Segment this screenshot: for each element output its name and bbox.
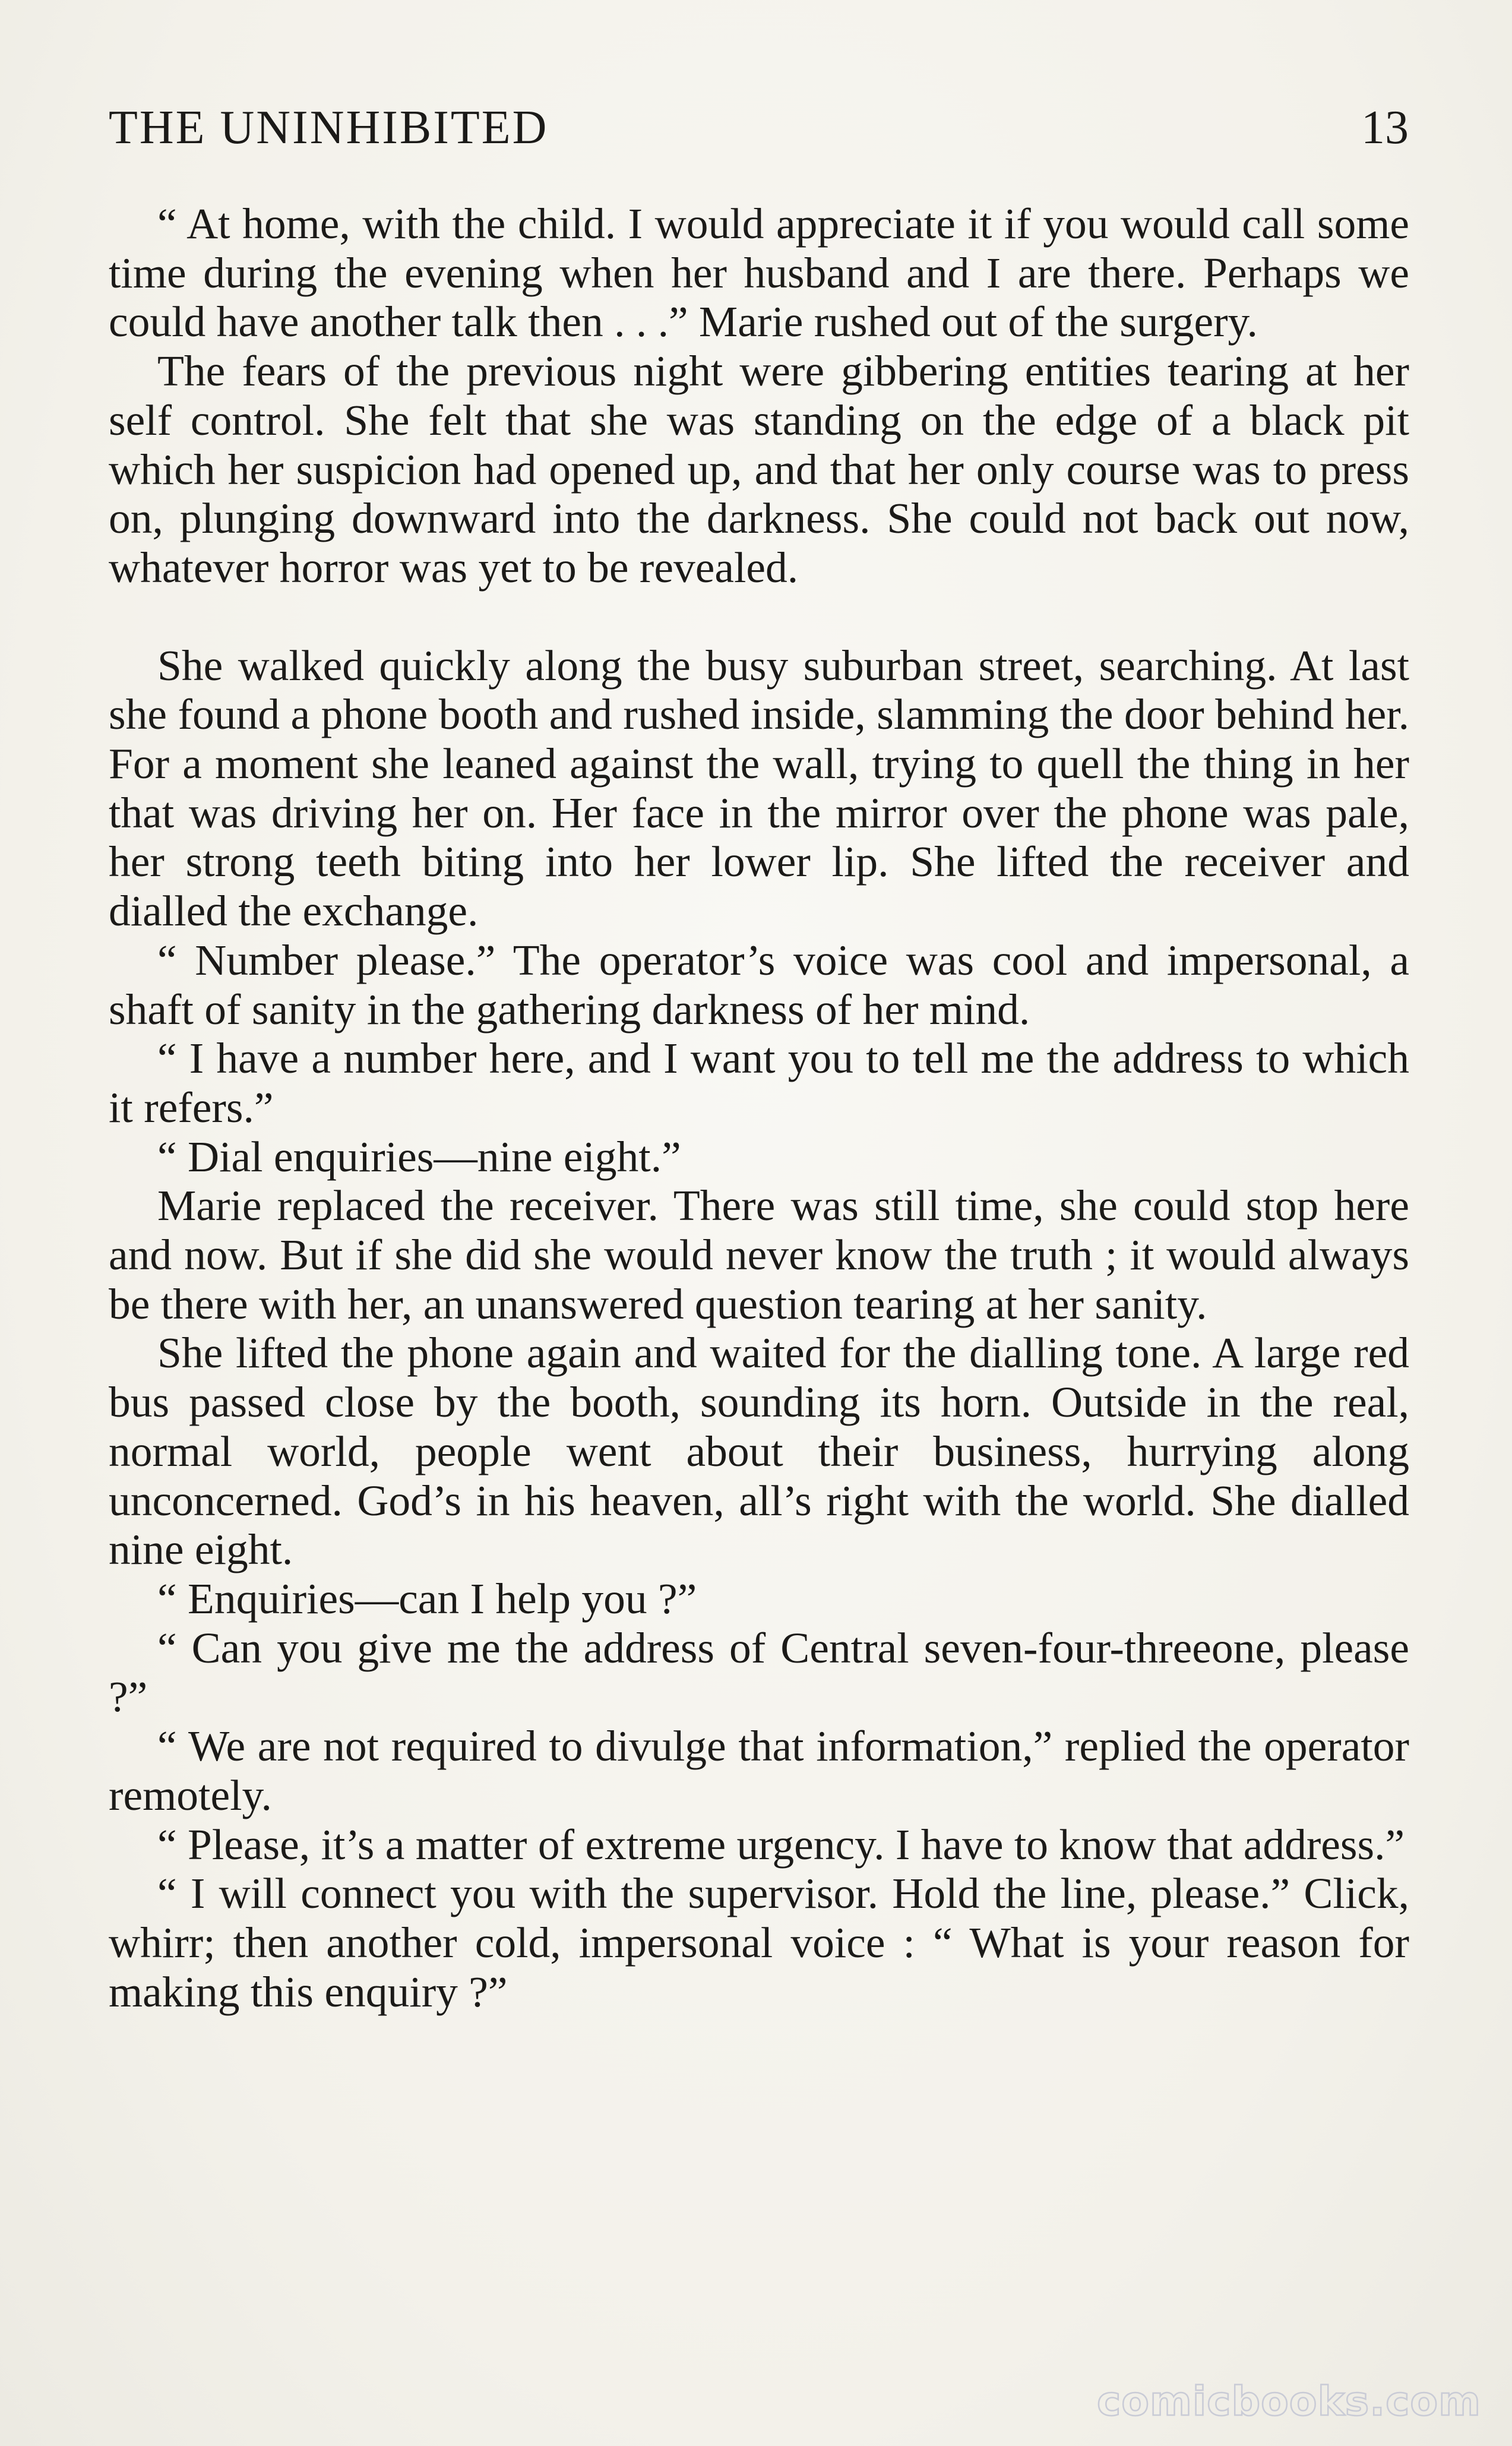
paragraph: The fears of the previous night were gibbering entities tearing at her self control. She felt that she was standing on the edge of a black pit which her suspicion had opened up, and that her only course was to press on, plunging downward into the darkness. She could not back out now, whatever horror was yet to be revealed. (109, 347, 1409, 592)
paragraph: She lifted the phone again and waited for the dialling tone. A large red bus passed close by the booth, sounding its horn. Outside in the real, normal world, people went about their business, hurrying along unconcerned. God’s in his heaven, all’s right with the world. She dialled nine eight. (109, 1329, 1409, 1574)
paragraph: She walked quickly along the busy suburban street, searching. At last she found a phone booth and rushed inside, slamming the door behind her. For a moment she leaned against the wall, trying to quell the thing in her that was driving her on. Her face in the mirror over the phone was pale, her strong teeth biting into her lower lip. She lifted the receiver and dialled the exchange. (109, 641, 1409, 936)
watermark: comicbooks.com (1096, 2378, 1481, 2425)
running-head (109, 101, 1409, 160)
paragraph: “ I have a number here, and I want you to tell me the address to which it refers.” (109, 1034, 1409, 1132)
running-title: THE UNINHIBITED (109, 102, 549, 154)
page-number: 13 (1361, 102, 1409, 154)
paragraph: “ Can you give me the address of Central seven-four-threeone, please ?” (109, 1623, 1409, 1721)
paragraph: Marie replaced the receiver. There was still time, she could stop here and now. But if she did she would never know the truth ; it would always be there with her, an unanswered question tearing at her sanity. (109, 1181, 1409, 1328)
paragraph: “ Dial enquiries—nine eight.” (157, 1132, 681, 1181)
paragraph: “ Please, it’s a matter of extreme urgency. I have to know that address.” (157, 1820, 1405, 1869)
body-text (109, 200, 1409, 2017)
paragraph: “ I will connect you with the supervisor. Hold the line, please.” Click, whirr; then another cold, impersonal voice : “ What is your reason for making this enquiry ?” (109, 1869, 1409, 2016)
paragraph: “ At home, with the child. I would appreciate it if you would call some time during the evening when her husband and I are there. Perhaps we could have another talk then . . .” Marie rushed out of the surgery. (109, 200, 1409, 346)
paragraph: “ Number please.” The operator’s voice was cool and impersonal, a shaft of sanity in the gathering darkness of her mind. (109, 936, 1409, 1034)
paragraph: “ We are not required to divulge that information,” replied the operator remotely. (109, 1722, 1409, 1819)
section-break (109, 593, 1409, 641)
paragraph: “ Enquiries—can I help you ?” (157, 1574, 697, 1623)
